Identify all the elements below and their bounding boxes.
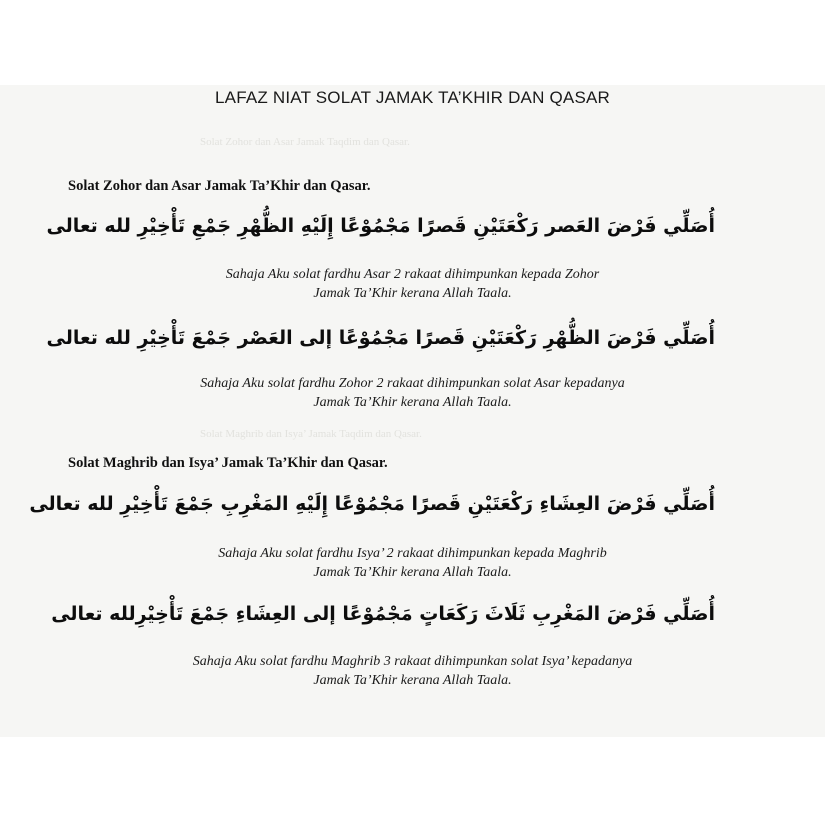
translation-text [0,652,825,690]
translation-text [0,374,825,412]
arabic-niat-text: أُصَلِّي فَرْضَ العِشَاءِ رَكْعَتَيْنِ قَصرًا مَجْمُوْعًا إِلَيْهِ المَغْرِبِ جَمْعَ تَأْخِيْرِ لله تعالى [29,493,715,515]
translation-line: Jamak Ta’Khir kerana Allah Taala. [313,286,512,301]
translation-line: Sahaja Aku solat fardhu Isya’ 2 rakaat dihimpunkan kepada Maghrib [218,546,607,561]
bleed-through-text: Solat Maghrib dan Isya’ Jamak Taqdim dan Qasar. [200,428,422,440]
translation-line: Jamak Ta’Khir kerana Allah Taala. [313,565,512,580]
translation-line: Sahaja Aku solat fardhu Maghrib 3 rakaat dihimpunkan solat Isya’ kepadanya [192,654,633,669]
bleed-through-text: Solat Zohor dan Asar Jamak Taqdim dan Qasar. [200,136,410,148]
page-title: LAFAZ NIAT SOLAT JAMAK TA’KHIR DAN QASAR [215,88,610,107]
arabic-niat-text: أُصَلِّي فَرْضَ العَصر رَكْعَتَيْنِ قَصرًا مَجْمُوْعًا إِلَيْهِ الظُّهْرِ جَمْعِ تَأْخِيْرِ لله تعالى [46,215,715,237]
arabic-niat-text: أُصَلِّي فَرْضَ المَغْرِبِ ثَلَاثَ رَكَعَاتٍ مَجْمُوْعًا إلى العِشَاءِ جَمْعَ تَأْخِيْرِلله تعالى [51,603,715,625]
translation-line: Jamak Ta’Khir kerana Allah Taala. [313,673,512,688]
translation-line: Jamak Ta’Khir kerana Allah Taala. [313,395,512,410]
section-heading-maghrib-isya: Solat Maghrib dan Isya’ Jamak Ta’Khir dan Qasar. [68,455,388,471]
section-heading-zohor-asar: Solat Zohor dan Asar Jamak Ta’Khir dan Qasar. [68,178,371,194]
translation-line: Sahaja Aku solat fardhu Asar 2 rakaat dihimpunkan kepada Zohor [225,267,600,282]
arabic-niat-text: أُصَلِّي فَرْضَ الظُّهْرِ رَكْعَتَيْنِ قَصرًا مَجْمُوْعًا إلى العَصْر جَمْعَ تَأْخِيْرِ لله تعالى [46,327,715,349]
translation-line: Sahaja Aku solat fardhu Zohor 2 rakaat dihimpunkan solat Asar kepadanya [200,376,625,391]
translation-text [0,265,825,303]
translation-text [0,544,825,582]
